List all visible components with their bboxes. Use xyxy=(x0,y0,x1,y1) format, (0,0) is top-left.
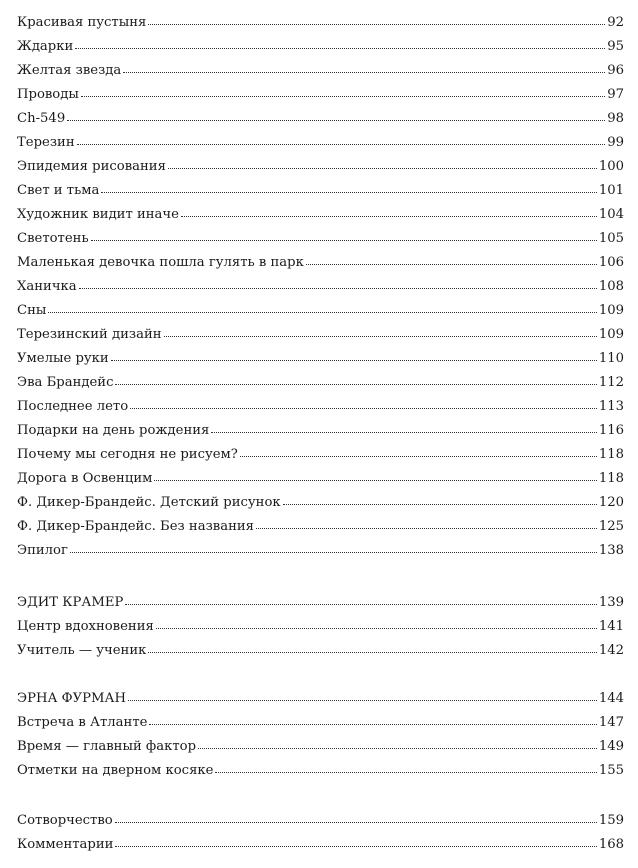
toc-entry-page: 99 xyxy=(607,135,624,150)
toc-entry-page: 112 xyxy=(598,375,624,390)
toc-entry-page: 108 xyxy=(598,279,624,294)
toc-entry-title: Проводы xyxy=(17,87,79,102)
toc-entry-page: 142 xyxy=(598,643,624,658)
toc-entry xyxy=(17,420,624,442)
toc-section-entry xyxy=(17,688,624,710)
dot-leader xyxy=(240,443,597,457)
toc-entry xyxy=(17,834,624,856)
toc-entry-page: 104 xyxy=(598,207,624,222)
dot-leader xyxy=(130,395,597,409)
toc-entry-page: 101 xyxy=(598,183,624,198)
toc-entry-title: ЭРНА ФУРМАН xyxy=(17,691,126,706)
toc-entry xyxy=(17,252,624,274)
dot-leader xyxy=(115,809,597,823)
dot-leader xyxy=(154,467,596,481)
toc-entry-title: Маленькая девочка пошла гулять в парк xyxy=(17,255,304,270)
toc-entry-title: Почему мы сегодня не рисуем? xyxy=(17,447,238,462)
toc-entry-page: 110 xyxy=(598,351,624,366)
toc-entry-title: Ф. Дикер-Брандейс. Без названия xyxy=(17,519,254,534)
toc-entry xyxy=(17,132,624,154)
toc-entry xyxy=(17,444,624,466)
toc-entry-page: 95 xyxy=(607,39,624,54)
toc-entry xyxy=(17,640,624,662)
toc-entry-page: 96 xyxy=(607,63,624,78)
toc-section-entry xyxy=(17,592,624,614)
dot-leader xyxy=(256,515,597,529)
toc-entry-title: Умелые руки xyxy=(17,351,109,366)
toc-entry-page: 118 xyxy=(598,471,624,486)
toc-entry-title: Терезинский дизайн xyxy=(17,327,162,342)
toc-entry-page: 125 xyxy=(598,519,624,534)
toc-entry-page: 106 xyxy=(598,255,624,270)
toc-entry-page: 92 xyxy=(607,15,624,30)
toc-entry-page: 120 xyxy=(598,495,624,510)
dot-leader xyxy=(67,107,605,121)
dot-leader xyxy=(283,491,597,505)
toc-entry-title: Центр вдохновения xyxy=(17,619,154,634)
toc-entry-title: Ждарки xyxy=(17,39,74,54)
toc-entry xyxy=(17,180,624,202)
dot-leader xyxy=(306,251,597,265)
toc-entry xyxy=(17,810,624,832)
toc-entry xyxy=(17,396,624,418)
dot-leader xyxy=(148,11,605,25)
toc-entry-title: Свет и тьма xyxy=(17,183,100,198)
dot-leader xyxy=(81,83,605,97)
toc-entry-page: 100 xyxy=(598,159,624,174)
toc-entry-title: Учитель — ученик xyxy=(17,643,147,658)
toc-entry xyxy=(17,348,624,370)
toc-entry-title: Ханичка xyxy=(17,279,77,294)
toc-entry xyxy=(17,228,624,250)
toc-entry-page: 98 xyxy=(607,111,624,126)
toc-entry-page: 113 xyxy=(598,399,624,414)
dot-leader xyxy=(125,591,596,605)
toc-entry-page: 138 xyxy=(598,543,624,558)
toc-entry xyxy=(17,616,624,638)
toc-entry-title: Отметки на дверном косяке xyxy=(17,763,214,778)
toc-entry xyxy=(17,300,624,322)
dot-leader xyxy=(123,59,605,73)
toc-entry xyxy=(17,712,624,734)
toc-entry-page: 109 xyxy=(598,327,624,342)
toc-entry-page: 144 xyxy=(598,691,624,706)
dot-leader xyxy=(115,371,596,385)
dot-leader xyxy=(215,759,596,773)
toc-entry-page: 97 xyxy=(607,87,624,102)
toc-entry-title: Дорога в Освенцим xyxy=(17,471,153,486)
toc-entry-page: 141 xyxy=(598,619,624,634)
toc-entry xyxy=(17,372,624,394)
toc-entry xyxy=(17,108,624,130)
toc-entry-title: Художник видит иначе xyxy=(17,207,179,222)
dot-leader xyxy=(168,155,597,169)
toc-entry xyxy=(17,36,624,58)
toc-entry-page: 147 xyxy=(598,715,624,730)
toc-entry xyxy=(17,760,624,782)
toc-entry xyxy=(17,12,624,34)
dot-leader xyxy=(211,419,596,433)
toc-entry-title: Светотень xyxy=(17,231,89,246)
dot-leader xyxy=(70,539,597,553)
toc-entry-page: 116 xyxy=(598,423,624,438)
toc-entry xyxy=(17,468,624,490)
dot-leader xyxy=(48,299,596,313)
dot-leader xyxy=(181,203,597,217)
toc-entry-page: 155 xyxy=(598,763,624,778)
toc-entry xyxy=(17,516,624,538)
toc-entry xyxy=(17,736,624,758)
toc-entry xyxy=(17,540,624,562)
toc-entry xyxy=(17,324,624,346)
dot-leader xyxy=(111,347,597,361)
toc-entry-page: 149 xyxy=(598,739,624,754)
toc-entry xyxy=(17,492,624,514)
toc-entry-title: Эва Брандейс xyxy=(17,375,114,390)
toc-entry-title: Терезин xyxy=(17,135,75,150)
toc-entry-page: 159 xyxy=(598,813,624,828)
dot-leader xyxy=(198,735,597,749)
toc-entry-title: Комментарии xyxy=(17,837,114,852)
toc-entry-title: Ф. Дикер-Брандейс. Детский рисунок xyxy=(17,495,281,510)
toc-entry-title: Время — главный фактор xyxy=(17,739,197,754)
dot-leader xyxy=(91,227,597,241)
dot-leader xyxy=(149,711,596,725)
dot-leader xyxy=(128,687,597,701)
dot-leader xyxy=(164,323,597,337)
toc-entry xyxy=(17,276,624,298)
toc-entry-title: Желтая звезда xyxy=(17,63,122,78)
toc-entry-title: Подарки на день рождения xyxy=(17,423,210,438)
toc-entry-page: 105 xyxy=(598,231,624,246)
toc-entry-title: Последнее лето xyxy=(17,399,129,414)
toc-entry-title: ЭДИТ КРАМЕР xyxy=(17,595,124,610)
toc-entry-title: Эпилог xyxy=(17,543,68,558)
toc-entry xyxy=(17,60,624,82)
toc-entry xyxy=(17,156,624,178)
toc-entry-title: Ch-549 xyxy=(17,111,66,126)
dot-leader xyxy=(77,131,606,145)
toc-entry-title: Сотворчество xyxy=(17,813,113,828)
toc-entry-title: Эпидемия рисования xyxy=(17,159,166,174)
toc-entry-page: 118 xyxy=(598,447,624,462)
toc-entry xyxy=(17,84,624,106)
toc-entry-title: Встреча в Атланте xyxy=(17,715,148,730)
dot-leader xyxy=(75,35,605,49)
toc-entry-title: Сны xyxy=(17,303,47,318)
dot-leader xyxy=(79,275,597,289)
dot-leader xyxy=(156,615,597,629)
toc-entry-title: Красивая пустыня xyxy=(17,15,147,30)
toc-entry-page: 109 xyxy=(598,303,624,318)
dot-leader xyxy=(148,639,596,653)
toc-entry-page: 168 xyxy=(598,837,624,852)
dot-leader xyxy=(101,179,596,193)
toc-entry-page: 139 xyxy=(598,595,624,610)
toc-entry xyxy=(17,204,624,226)
dot-leader xyxy=(115,833,596,847)
